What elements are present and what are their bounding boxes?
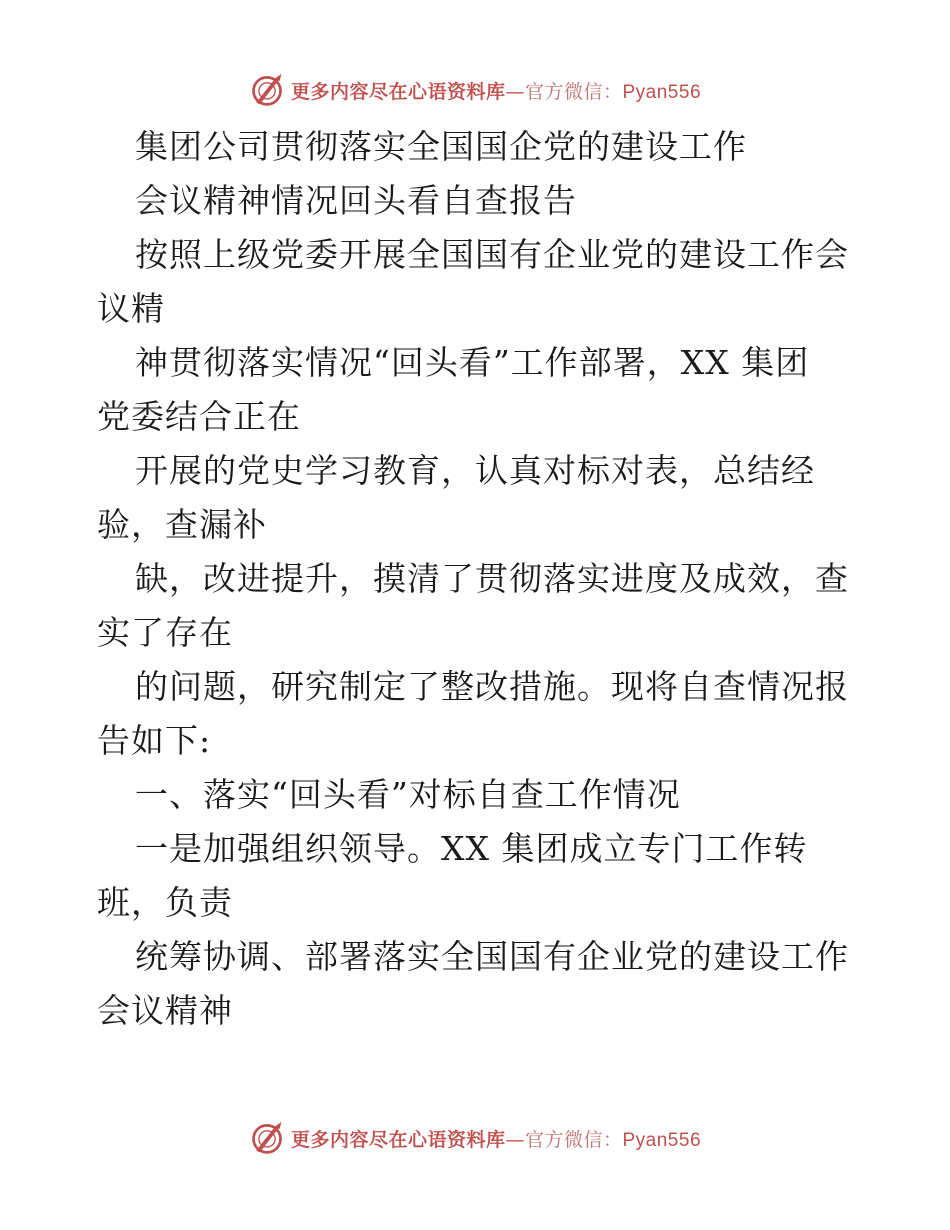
banner-main-text: 更多内容尽在心语资料库 [290, 1128, 506, 1151]
document-body [97, 120, 857, 1038]
banner-sub-text: 官方微信： [524, 1128, 623, 1151]
banner-main-text: 更多内容尽在心语资料库 [290, 80, 506, 103]
banner-wechat-id: Pyan556 [622, 1129, 702, 1151]
banner-dash: — [505, 1128, 525, 1151]
header-banner-text [291, 77, 701, 104]
document-line: 统筹协调、部署落实全国国有企业党的建设工作 [135, 937, 849, 976]
document-line: 会议精神 [97, 991, 233, 1030]
document-line: 会议精神情况回头看自查报告 [135, 181, 577, 220]
document-line: 开展的党史学习教育，认真对标对表，总结经 [135, 451, 815, 490]
banner-wechat-id: Pyan556 [622, 81, 702, 103]
document-line: 验，查漏补 [97, 505, 267, 544]
document-line: 一、落实“回头看”对标自查工作情况 [135, 775, 681, 814]
banner-dash: — [505, 80, 525, 103]
document-line: 缺，改进提升，摸清了贯彻落实进度及成效，查 [135, 559, 849, 598]
document-line: 一是加强组织领导。XX 集团成立专门工作转 [135, 829, 808, 868]
banner-sub-text: 官方微信： [524, 80, 623, 103]
document-line: 告如下: [97, 721, 212, 760]
document-line: 党委结合正在 [97, 397, 301, 436]
document-line: 实了存在 [97, 613, 233, 652]
footer-banner [0, 1118, 950, 1158]
footer-banner-text [291, 1125, 701, 1152]
document-line: 议精 [97, 289, 165, 328]
document-line: 集团公司贯彻落实全国国企党的建设工作 [135, 127, 747, 166]
document-line: 班，负责 [97, 883, 233, 922]
header-banner [0, 70, 950, 110]
document-line: 按照上级党委开展全国国有企业党的建设工作会 [135, 235, 849, 274]
quill-seal-icon [249, 1120, 285, 1156]
document-line: 神贯彻落实情况“回头看”工作部署，XX 集团 [135, 343, 810, 382]
quill-seal-icon [249, 72, 285, 108]
document-line: 的问题，研究制定了整改措施。现将自查情况报 [135, 667, 849, 706]
